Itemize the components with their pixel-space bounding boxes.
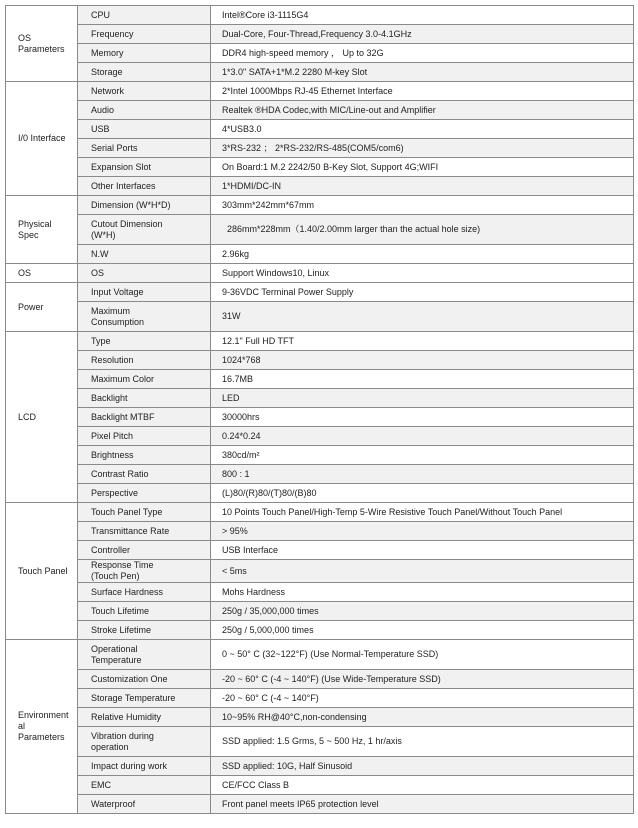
parameter-name: Backlight [78,389,211,408]
parameter-value: 30000hrs [211,408,634,427]
parameter-value: 1024*768 [211,351,634,370]
parameter-name: Touch Lifetime [78,602,211,621]
parameter-name: Audio [78,101,211,120]
parameter-value: 4*USB3.0 [211,120,634,139]
parameter-value: 1*3.0" SATA+1*M.2 2280 M-key Slot [211,63,634,82]
parameter-value: Front panel meets IP65 protection level [211,795,634,814]
parameter-name: Stroke Lifetime [78,621,211,640]
spec-row [6,158,634,177]
spec-row [6,101,634,120]
parameter-name: EMC [78,776,211,795]
spec-row [6,465,634,484]
spec-row [6,689,634,708]
parameter-name: Operational Temperature [78,640,211,670]
spec-row [6,44,634,63]
parameter-value: Realtek ®HDA Codec,with MIC/Line-out and Amplifier [211,101,634,120]
parameter-value: > 95% [211,522,634,541]
spec-row [6,82,634,101]
parameter-name: Response Time (Touch Pen) [78,560,211,583]
parameter-value: SSD applied: 1.5 Grms, 5 ~ 500 Hz, 1 hr/axis [211,727,634,757]
parameter-name: Expansion Slot [78,158,211,177]
parameter-name: USB [78,120,211,139]
parameter-value: Intel®Core i3-1115G4 [211,6,634,25]
parameter-value: DDR4 high-speed memory ， Up to 32G [211,44,634,63]
spec-row [6,484,634,503]
parameter-name: Customization One [78,670,211,689]
category-cell: Touch Panel [6,503,78,640]
parameter-value: 380cd/m² [211,446,634,465]
parameter-name: Backlight MTBF [78,408,211,427]
spec-row [6,120,634,139]
parameter-name: Memory [78,44,211,63]
spec-row [6,446,634,465]
parameter-name: Perspective [78,484,211,503]
parameter-value: (L)80/(R)80/(T)80/(B)80 [211,484,634,503]
category-cell: OS [6,264,78,283]
parameter-value: CE/FCC Class B [211,776,634,795]
parameter-name: Brightness [78,446,211,465]
parameter-name: Touch Panel Type [78,503,211,522]
spec-table-body [6,6,634,814]
category-cell: I/0 Interface [6,82,78,196]
parameter-name: Vibration during operation [78,727,211,757]
category-cell: OS Parameters [6,6,78,82]
parameter-value: 800 : 1 [211,465,634,484]
parameter-name: Network [78,82,211,101]
category-cell: Environment al Parameters [6,640,78,814]
parameter-name: Input Voltage [78,283,211,302]
category-cell: Physical Spec [6,196,78,264]
parameter-value: -20 ~ 60° C (-4 ~ 140°F) [211,689,634,708]
spec-row [6,776,634,795]
parameter-name: Relative Humidity [78,708,211,727]
parameter-value: 0.24*0.24 [211,427,634,446]
spec-row [6,640,634,670]
parameter-value: < 5ms [211,560,634,583]
parameter-value: Dual-Core, Four-Thread,Frequency 3.0-4.1GHz [211,25,634,44]
parameter-value: LED [211,389,634,408]
parameter-value: 10~95% RH@40°C,non-condensing [211,708,634,727]
spec-row [6,621,634,640]
parameter-name: Type [78,332,211,351]
spec-row [6,408,634,427]
spec-row [6,63,634,82]
parameter-name: Dimension (W*H*D) [78,196,211,215]
spec-row [6,177,634,196]
spec-row [6,264,634,283]
spec-row [6,503,634,522]
parameter-value: 31W [211,302,634,332]
spec-row [6,560,634,583]
spec-row [6,522,634,541]
parameter-value: 286mm*228mm（1.40/2.00mm larger than the actual hole size) [211,215,634,245]
spec-row [6,332,634,351]
spec-row [6,283,634,302]
parameter-value: 303mm*242mm*67mm [211,196,634,215]
spec-row [6,139,634,158]
parameter-value: 250g / 35,000,000 times [211,602,634,621]
spec-row [6,541,634,560]
parameter-name: Maximum Consumption [78,302,211,332]
category-cell: Power [6,283,78,332]
spec-row [6,215,634,245]
parameter-name: Pixel Pitch [78,427,211,446]
spec-row [6,795,634,814]
parameter-value: -20 ~ 60° C (-4 ~ 140°F) (Use Wide-Temperature SSD) [211,670,634,689]
parameter-value: 9-36VDC Terminal Power Supply [211,283,634,302]
parameter-name: Frequency [78,25,211,44]
spec-row [6,602,634,621]
spec-table [5,5,634,814]
parameter-value: On Board:1 M.2 2242/50 B-Key Slot, Support 4G;WIFI [211,158,634,177]
parameter-value: 10 Points Touch Panel/High-Temp 5-Wire Resistive Touch Panel/Without Touch Panel [211,503,634,522]
parameter-name: Waterproof [78,795,211,814]
parameter-name: Storage Temperature [78,689,211,708]
spec-row [6,6,634,25]
parameter-value: 2.96kg [211,245,634,264]
spec-row [6,583,634,602]
parameter-name: Serial Ports [78,139,211,158]
parameter-value: 16.7MB [211,370,634,389]
parameter-name: Maximum Color [78,370,211,389]
parameter-name: Impact during work [78,757,211,776]
spec-row [6,757,634,776]
spec-row [6,389,634,408]
parameter-name: Controller [78,541,211,560]
parameter-name: Storage [78,63,211,82]
parameter-value: 12.1" Full HD TFT [211,332,634,351]
spec-row [6,670,634,689]
parameter-name: CPU [78,6,211,25]
parameter-value: USB Interface [211,541,634,560]
spec-row [6,245,634,264]
spec-row [6,302,634,332]
spec-row [6,427,634,446]
parameter-name: Resolution [78,351,211,370]
parameter-name: Surface Hardness [78,583,211,602]
parameter-value: SSD applied: 10G, Half Sinusoid [211,757,634,776]
parameter-name: Other Interfaces [78,177,211,196]
parameter-name: Cutout Dimension (W*H) [78,215,211,245]
spec-row [6,727,634,757]
parameter-value: Mohs Hardness [211,583,634,602]
spec-row [6,708,634,727]
spec-row [6,25,634,44]
parameter-value: Support Windows10, Linux [211,264,634,283]
parameter-name: Contrast Ratio [78,465,211,484]
parameter-value: 250g / 5,000,000 times [211,621,634,640]
parameter-name: N.W [78,245,211,264]
parameter-name: OS [78,264,211,283]
spec-row [6,370,634,389]
category-cell: LCD [6,332,78,503]
spec-row [6,196,634,215]
parameter-value: 1*HDMI/DC-IN [211,177,634,196]
parameter-value: 2*Intel 1000Mbps RJ-45 Ethernet Interface [211,82,634,101]
parameter-value: 3*RS-232 ； 2*RS-232/RS-485(COM5/com6) [211,139,634,158]
parameter-value: 0 ~ 50° C (32~122°F) (Use Normal-Temperature SSD) [211,640,634,670]
parameter-name: Transmittance Rate [78,522,211,541]
spec-row [6,351,634,370]
